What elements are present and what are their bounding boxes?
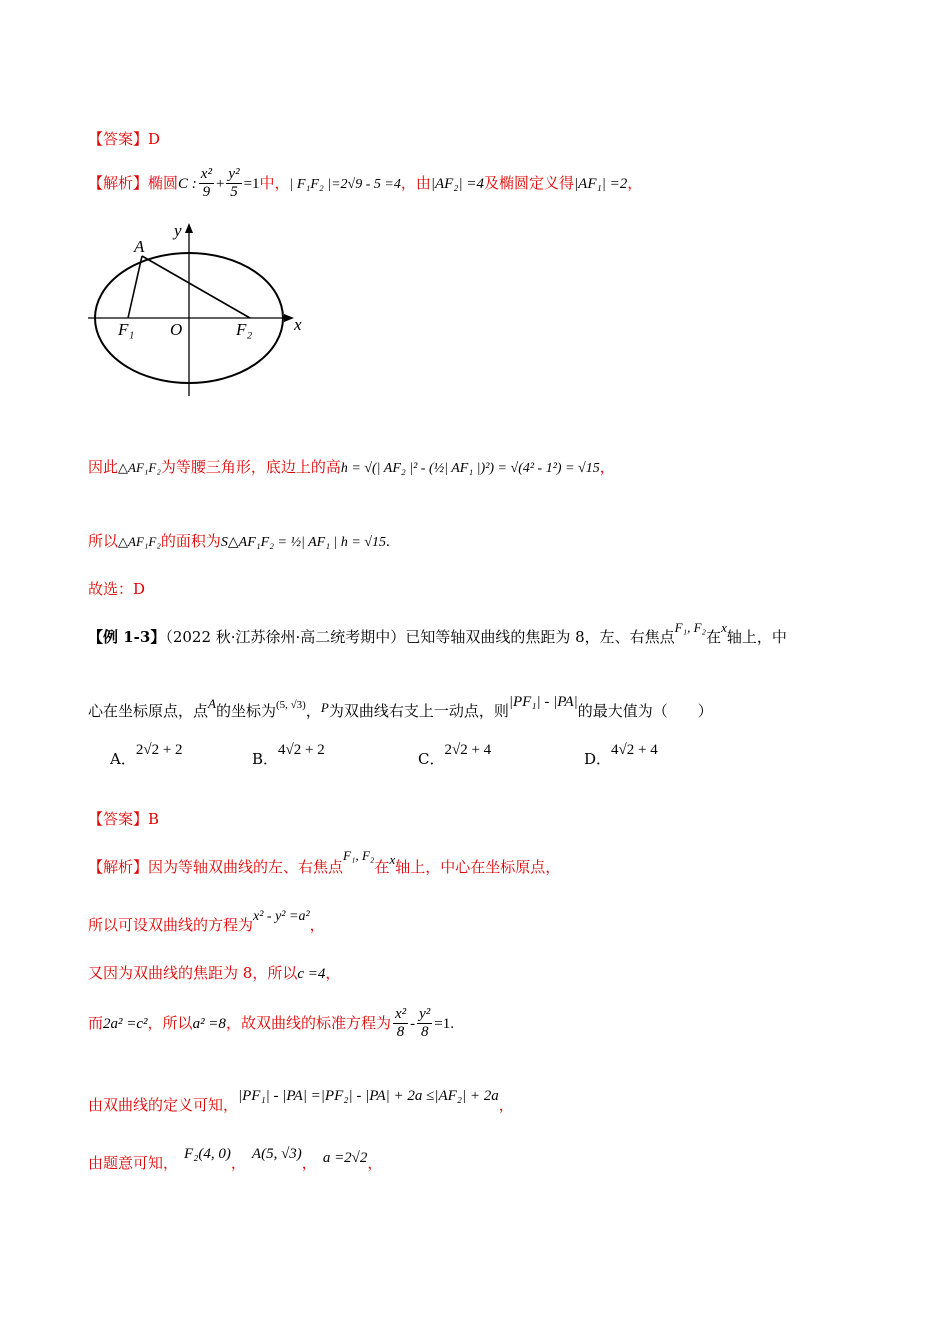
- eq-a2-8: a² =8: [192, 1015, 226, 1032]
- answer-value: B: [148, 810, 160, 828]
- eq-c-4: c =4: [297, 966, 326, 982]
- text-def: 及椭圆定义得: [484, 173, 575, 192]
- triangle-af1f2: △AF₁F₂: [118, 460, 161, 475]
- var-p: P: [320, 700, 329, 715]
- text-zai: 在: [706, 628, 722, 646]
- eq-height: h = √(| AF₂ |² - (½| AF₁ |)²) = √(4² - 1²) = √15: [340, 461, 600, 476]
- text-suoyi: 所以: [88, 532, 119, 550]
- analysis-text: 而: [88, 1013, 104, 1032]
- var-x: x: [721, 620, 727, 635]
- analysis-text: 在: [374, 858, 390, 876]
- analysis-text: ，: [301, 1154, 317, 1172]
- coord-a: (5, √3): [275, 699, 306, 711]
- analysis-tag: 【解析】: [88, 173, 149, 192]
- analysis-text: ，: [498, 1096, 514, 1114]
- frac-den: 8: [396, 1024, 405, 1041]
- option-letter: B．: [252, 750, 279, 768]
- example-text: 为双曲线右支上一动点，则: [328, 702, 509, 720]
- option-a[interactable]: [110, 742, 183, 769]
- option-value: 4√2 + 2: [278, 742, 325, 758]
- example-text: 的最大值为（ ）: [577, 702, 713, 720]
- example-line-2: [88, 694, 713, 721]
- minus-sign: -: [410, 1015, 416, 1032]
- option-value: 2√2 + 4: [444, 742, 492, 758]
- label-y: y: [174, 221, 182, 240]
- example-text: 心在坐标原点，点: [88, 702, 209, 720]
- frac-den: 5: [230, 184, 238, 201]
- eq-c: C :: [178, 175, 197, 192]
- option-b[interactable]: [252, 742, 325, 769]
- frac-den: 9: [202, 184, 211, 201]
- plus-sign: +: [215, 175, 225, 192]
- var-a: A: [208, 696, 216, 711]
- x-axis-arrow: [284, 314, 294, 322]
- analysis-text: 由题意可知，: [88, 1154, 179, 1172]
- expression: |PF₁| - |PA|: [508, 694, 578, 710]
- analysis-text: ，所以: [147, 1013, 193, 1032]
- analysis-line-8: [88, 1088, 514, 1115]
- label-x: x: [294, 315, 302, 334]
- eq-definition: |PF₁| - |PA| =|PF₂| - |PA| + 2a ≤|AF₂| + 2a: [238, 1088, 499, 1104]
- fraction-y2-8: [417, 1006, 432, 1042]
- eq-hyperbola-general: x² - y² =a²: [253, 909, 310, 924]
- eq-a-point: A(5, √3): [251, 1146, 302, 1162]
- analysis-line-1: [88, 166, 642, 202]
- option-d[interactable]: [584, 742, 658, 769]
- triangle-af1f2: △AF₁F₂: [118, 534, 161, 549]
- option-letter: C．: [418, 750, 445, 768]
- option-value: 2√2 + 2: [135, 742, 183, 758]
- label-f1: F₁: [118, 320, 135, 339]
- analysis-line-9: [88, 1146, 383, 1173]
- label-a: A: [134, 237, 145, 256]
- eq-one: =1: [243, 175, 260, 192]
- example-text: 轴上，中: [726, 628, 787, 646]
- eq-af2: |AF₂| =4: [430, 175, 485, 192]
- example-text: 已知等轴双曲线的焦距为 8，左、右焦点: [405, 628, 675, 646]
- fraction-y2-5: [226, 166, 241, 202]
- answer-tag: 【答案】: [88, 130, 149, 148]
- frac-num: y²: [417, 1006, 432, 1024]
- example-line-1: [88, 620, 787, 647]
- answer-tag: 【答案】: [88, 810, 149, 828]
- text-mianji: 的面积为: [160, 532, 221, 550]
- fraction-x2-9: [199, 166, 214, 202]
- foci-f1-f2: F₁, F₂: [343, 848, 375, 863]
- text-you: ，由: [400, 173, 431, 192]
- frac-den: 8: [420, 1024, 429, 1041]
- option-letter: A．: [110, 750, 136, 768]
- comma: ，: [599, 458, 615, 476]
- text-yinci: 因此: [88, 458, 119, 476]
- text-zhong: 中，: [259, 173, 290, 192]
- analysis-line-7: [88, 1006, 454, 1042]
- analysis-line-6: [88, 962, 340, 983]
- fraction-x2-8: [393, 1006, 408, 1042]
- option-c[interactable]: [418, 742, 492, 769]
- eq-a-value: a =2√2: [322, 1150, 368, 1166]
- frac-num: x²: [199, 166, 214, 184]
- answer-line-2: [88, 808, 159, 829]
- var-x: x: [389, 852, 396, 867]
- comma: ，: [627, 173, 643, 192]
- analysis-text: 因为等轴双曲线的左、右焦点: [148, 858, 344, 876]
- analysis-tag: 【解析】: [88, 858, 149, 876]
- frac-num: y²: [226, 166, 241, 184]
- analysis-text: 轴上，中心在坐标原点，: [395, 858, 561, 876]
- answer-value: D: [148, 130, 161, 148]
- example-text: ，: [305, 702, 321, 720]
- option-value: 4√2 + 4: [611, 742, 658, 758]
- period: .: [386, 534, 390, 550]
- answer-choice-line: 故选：D: [88, 580, 146, 598]
- analysis-text: ，故双曲线的标准方程为: [225, 1013, 391, 1032]
- segment-af2: [142, 256, 250, 318]
- foci-f1-f2: F₁, F₂: [674, 620, 707, 635]
- text-ellipse: 椭圆: [148, 173, 179, 192]
- analysis-text: 所以可设双曲线的方程为: [88, 916, 254, 934]
- option-letter: D．: [584, 750, 612, 768]
- text-dengyao: 为等腰三角形，底边上的高: [160, 458, 341, 476]
- analysis-text: ，: [367, 1154, 383, 1172]
- analysis-text: 由双曲线的定义可知，: [88, 1096, 239, 1114]
- eq-f1f2: | F₁F₂ |=2√9 - 5 =4: [289, 176, 401, 192]
- analysis-line-5: [88, 909, 325, 935]
- frac-num: x²: [393, 1006, 408, 1024]
- analysis-line-2: [88, 456, 615, 477]
- example-source: （2022 秋·江苏徐州·高二统考期中）: [165, 628, 406, 646]
- analysis-line-3: [88, 530, 390, 551]
- eq-area: S△AF₁F₂ = ½| AF₁ | h = √15: [220, 535, 387, 550]
- analysis-text: ，: [230, 1154, 246, 1172]
- analysis-text: 又因为双曲线的焦距为 8，所以: [88, 964, 298, 982]
- eq-f2: F₂(4, 0): [184, 1146, 231, 1162]
- y-axis-arrow: [185, 223, 193, 233]
- label-f2: F₂: [236, 320, 253, 339]
- answer-line-1: [88, 128, 160, 149]
- ellipse-figure: [84, 218, 314, 400]
- example-text: 的坐标为: [215, 702, 276, 720]
- eq-2a2-c2: 2a² =c²: [103, 1015, 148, 1032]
- period: .: [450, 1015, 454, 1032]
- analysis-text: ，: [325, 964, 341, 982]
- label-o: O: [170, 320, 183, 339]
- eq-one: =1: [434, 1015, 451, 1032]
- analysis-text: ，: [309, 916, 325, 934]
- example-tag: 【例 1-3】: [88, 628, 166, 646]
- analysis-line-4: [88, 848, 561, 877]
- eq-af1: |AF₁| =2: [574, 175, 628, 192]
